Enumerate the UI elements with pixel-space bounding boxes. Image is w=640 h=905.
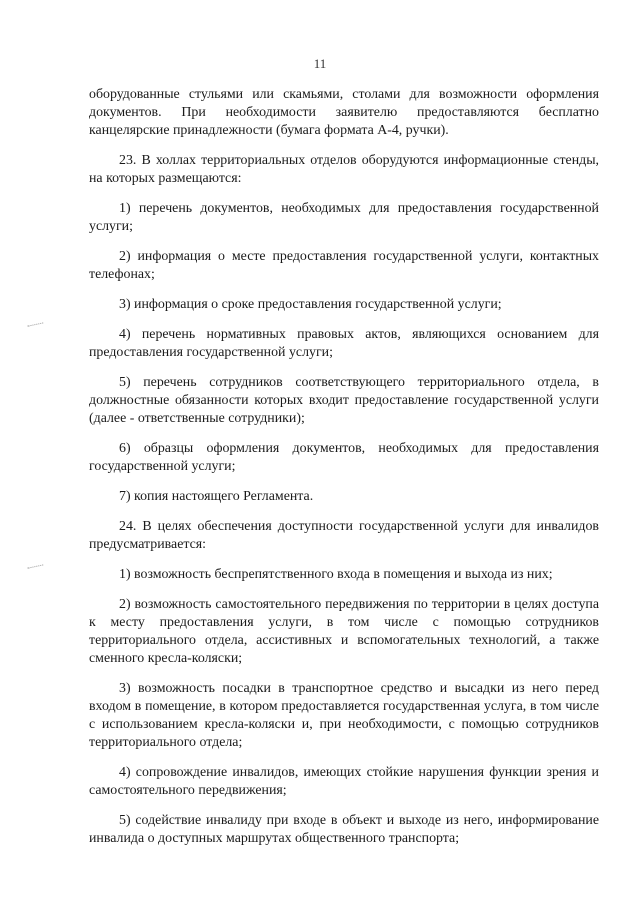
- page-number: 11: [313, 56, 327, 71]
- paragraph: 2) возможность самостоятельного передвижения по территории в целях доступа к месту предоставления услуги, в том числе с помощью сотрудников территориального отдела, ассистивных и вспомогательных технологий, а также сменного кресла-коляски;: [89, 597, 599, 666]
- document-body: [89, 86, 599, 860]
- paragraph: 5) перечень сотрудников соответствующего территориального отдела, в должностные обязанности которых входит предоставление государственной услуги (далее - ответственные сотрудники);: [89, 375, 599, 426]
- paragraph: оборудованные стульями или скамьями, столами для возможности оформления документов. При необходимости заявителю предоставляются бесплатно канцелярские принадлежности (бумага формата А-4, ручки).: [89, 87, 599, 138]
- paragraph: 7) копия настоящего Регламента.: [119, 489, 314, 504]
- paragraph: 1) перечень документов, необходимых для предоставления государственной услуги;: [89, 201, 599, 234]
- paragraph: 24. В целях обеспечения доступности государственной услуги для инвалидов предусматривается:: [89, 519, 599, 552]
- paragraph: 2) информация о месте предоставления государственной услуги, контактных телефонах;: [89, 249, 599, 282]
- paragraph: 6) образцы оформления документов, необходимых для предоставления государственной услуги;: [89, 441, 599, 474]
- paragraph: 3) возможность посадки в транспортное средство и высадки из него перед входом в помещение, в котором предоставляется государственная услуга, в том числе с использованием кресла-коляски и, при необходимости, с помощью сотрудников территориального отдела;: [89, 681, 599, 750]
- paragraph: 3) информация о сроке предоставления государственной услуги;: [119, 297, 502, 312]
- scan-mark: [27, 564, 44, 574]
- paragraph: 23. В холлах территориальных отделов оборудуются информационные стенды, на которых размещаются:: [89, 153, 599, 186]
- paragraph: 1) возможность беспрепятственного входа в помещения и выхода из них;: [119, 567, 553, 582]
- paragraph: 4) сопровождение инвалидов, имеющих стойкие нарушения функции зрения и самостоятельного передвижения;: [89, 765, 599, 798]
- scan-mark: [27, 322, 44, 332]
- paragraph: 4) перечень нормативных правовых актов, являющихся основанием для предоставления государственной услуги;: [89, 327, 599, 360]
- paragraph: 5) содействие инвалиду при входе в объект и выходе из него, информирование инвалида о доступных маршрутах общественного транспорта;: [89, 813, 599, 846]
